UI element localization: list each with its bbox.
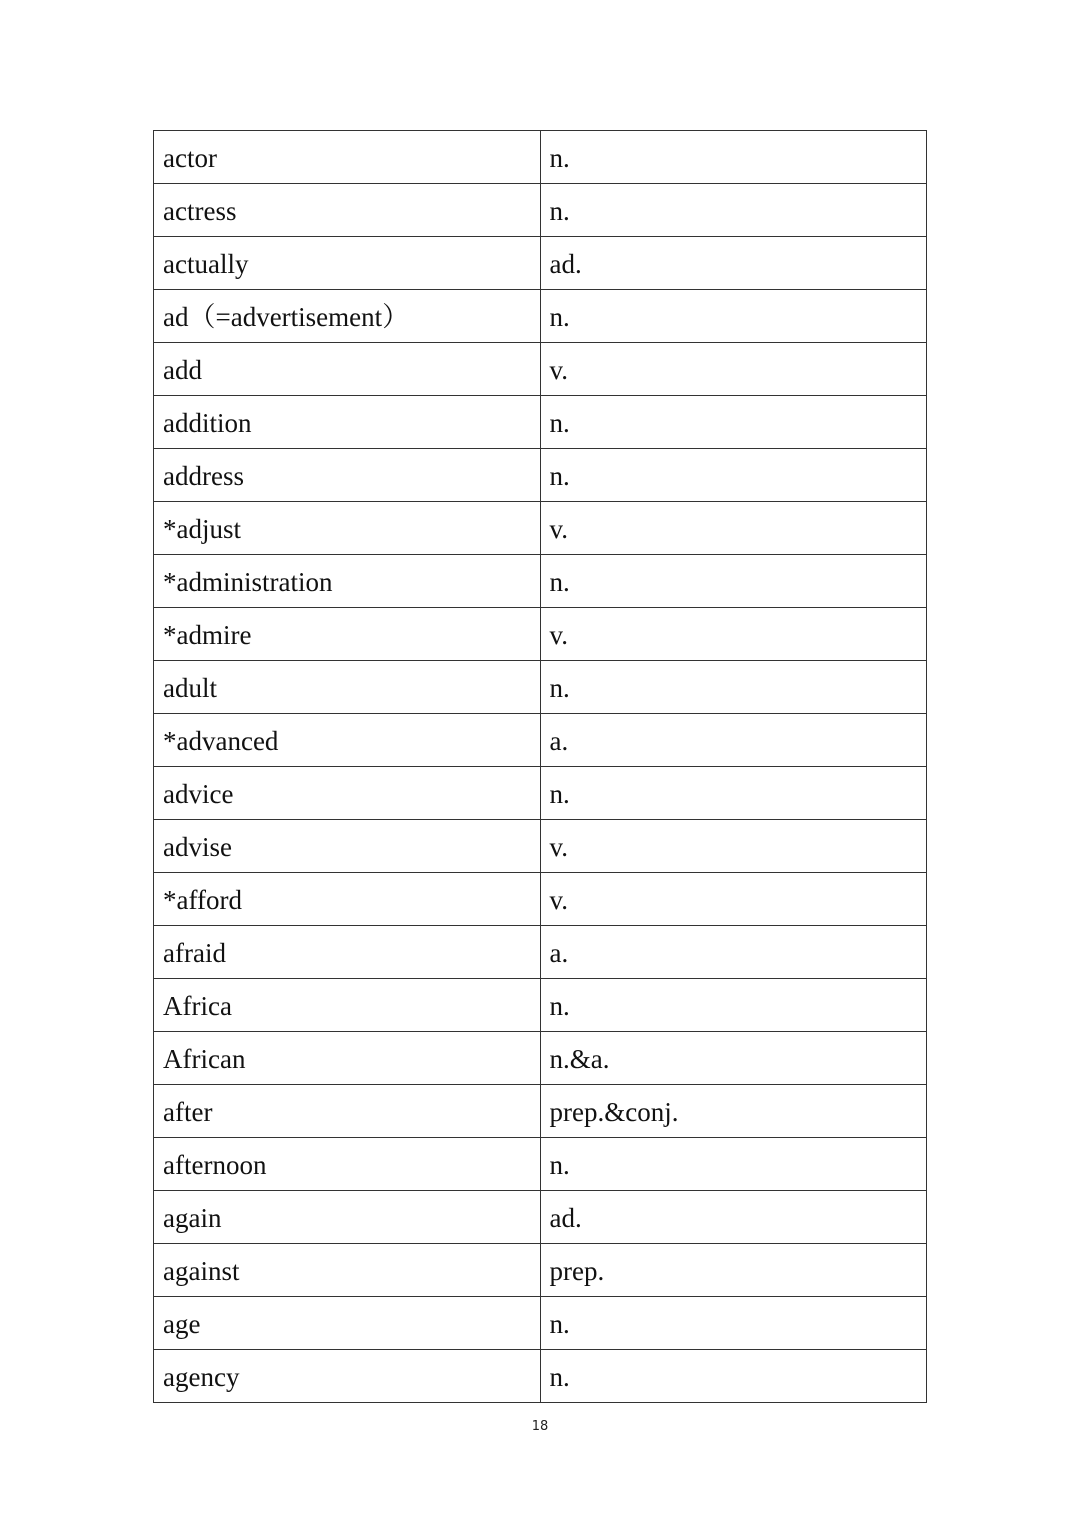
- part-of-speech-cell: v.: [540, 608, 927, 661]
- word-cell: African: [154, 1032, 541, 1085]
- table-row: [154, 1085, 927, 1138]
- part-of-speech-cell: n.: [540, 1138, 927, 1191]
- word-cell: actress: [154, 184, 541, 237]
- table-row: [154, 820, 927, 873]
- word-cell: advice: [154, 767, 541, 820]
- part-of-speech-cell: n.: [540, 767, 927, 820]
- word-cell: against: [154, 1244, 541, 1297]
- table-row: [154, 1350, 927, 1403]
- table-row: [154, 237, 927, 290]
- table-row: [154, 608, 927, 661]
- word-cell: *advanced: [154, 714, 541, 767]
- table-row: [154, 979, 927, 1032]
- part-of-speech-cell: n.: [540, 555, 927, 608]
- word-cell: add: [154, 343, 541, 396]
- part-of-speech-cell: v.: [540, 820, 927, 873]
- part-of-speech-cell: n.: [540, 449, 927, 502]
- table-row: [154, 714, 927, 767]
- table-row: [154, 131, 927, 184]
- part-of-speech-cell: n.: [540, 131, 927, 184]
- vocabulary-table-body: [154, 131, 927, 1403]
- part-of-speech-cell: n.: [540, 1350, 927, 1403]
- table-row: [154, 1032, 927, 1085]
- word-cell: age: [154, 1297, 541, 1350]
- table-row: [154, 184, 927, 237]
- part-of-speech-cell: prep.&conj.: [540, 1085, 927, 1138]
- table-row: [154, 1297, 927, 1350]
- word-cell: agency: [154, 1350, 541, 1403]
- word-cell: after: [154, 1085, 541, 1138]
- table-row: [154, 1138, 927, 1191]
- word-cell: *adjust: [154, 502, 541, 555]
- page-number: 18: [531, 1419, 549, 1434]
- vocabulary-table: [153, 130, 927, 1403]
- part-of-speech-cell: n.: [540, 1297, 927, 1350]
- table-row: [154, 449, 927, 502]
- part-of-speech-cell: v.: [540, 873, 927, 926]
- word-cell: *afford: [154, 873, 541, 926]
- part-of-speech-cell: n.: [540, 396, 927, 449]
- table-row: [154, 502, 927, 555]
- part-of-speech-cell: prep.: [540, 1244, 927, 1297]
- part-of-speech-cell: n.: [540, 979, 927, 1032]
- word-cell: again: [154, 1191, 541, 1244]
- part-of-speech-cell: ad.: [540, 237, 927, 290]
- word-cell: address: [154, 449, 541, 502]
- word-cell: actor: [154, 131, 541, 184]
- table-row: [154, 343, 927, 396]
- part-of-speech-cell: a.: [540, 714, 927, 767]
- word-cell: *admire: [154, 608, 541, 661]
- part-of-speech-cell: n.&a.: [540, 1032, 927, 1085]
- word-cell: Africa: [154, 979, 541, 1032]
- part-of-speech-cell: n.: [540, 184, 927, 237]
- table-row: [154, 873, 927, 926]
- word-cell: actually: [154, 237, 541, 290]
- part-of-speech-cell: n.: [540, 290, 927, 343]
- word-cell: *administration: [154, 555, 541, 608]
- part-of-speech-cell: v.: [540, 502, 927, 555]
- part-of-speech-cell: v.: [540, 343, 927, 396]
- table-row: [154, 1244, 927, 1297]
- table-row: [154, 661, 927, 714]
- table-row: [154, 555, 927, 608]
- table-row: [154, 396, 927, 449]
- part-of-speech-cell: a.: [540, 926, 927, 979]
- word-cell: ad（=advertisement）: [154, 290, 541, 343]
- word-cell: advise: [154, 820, 541, 873]
- table-row: [154, 1191, 927, 1244]
- word-cell: afternoon: [154, 1138, 541, 1191]
- part-of-speech-cell: ad.: [540, 1191, 927, 1244]
- table-row: [154, 767, 927, 820]
- word-cell: addition: [154, 396, 541, 449]
- table-row: [154, 926, 927, 979]
- word-cell: adult: [154, 661, 541, 714]
- word-cell: afraid: [154, 926, 541, 979]
- table-row: [154, 290, 927, 343]
- part-of-speech-cell: n.: [540, 661, 927, 714]
